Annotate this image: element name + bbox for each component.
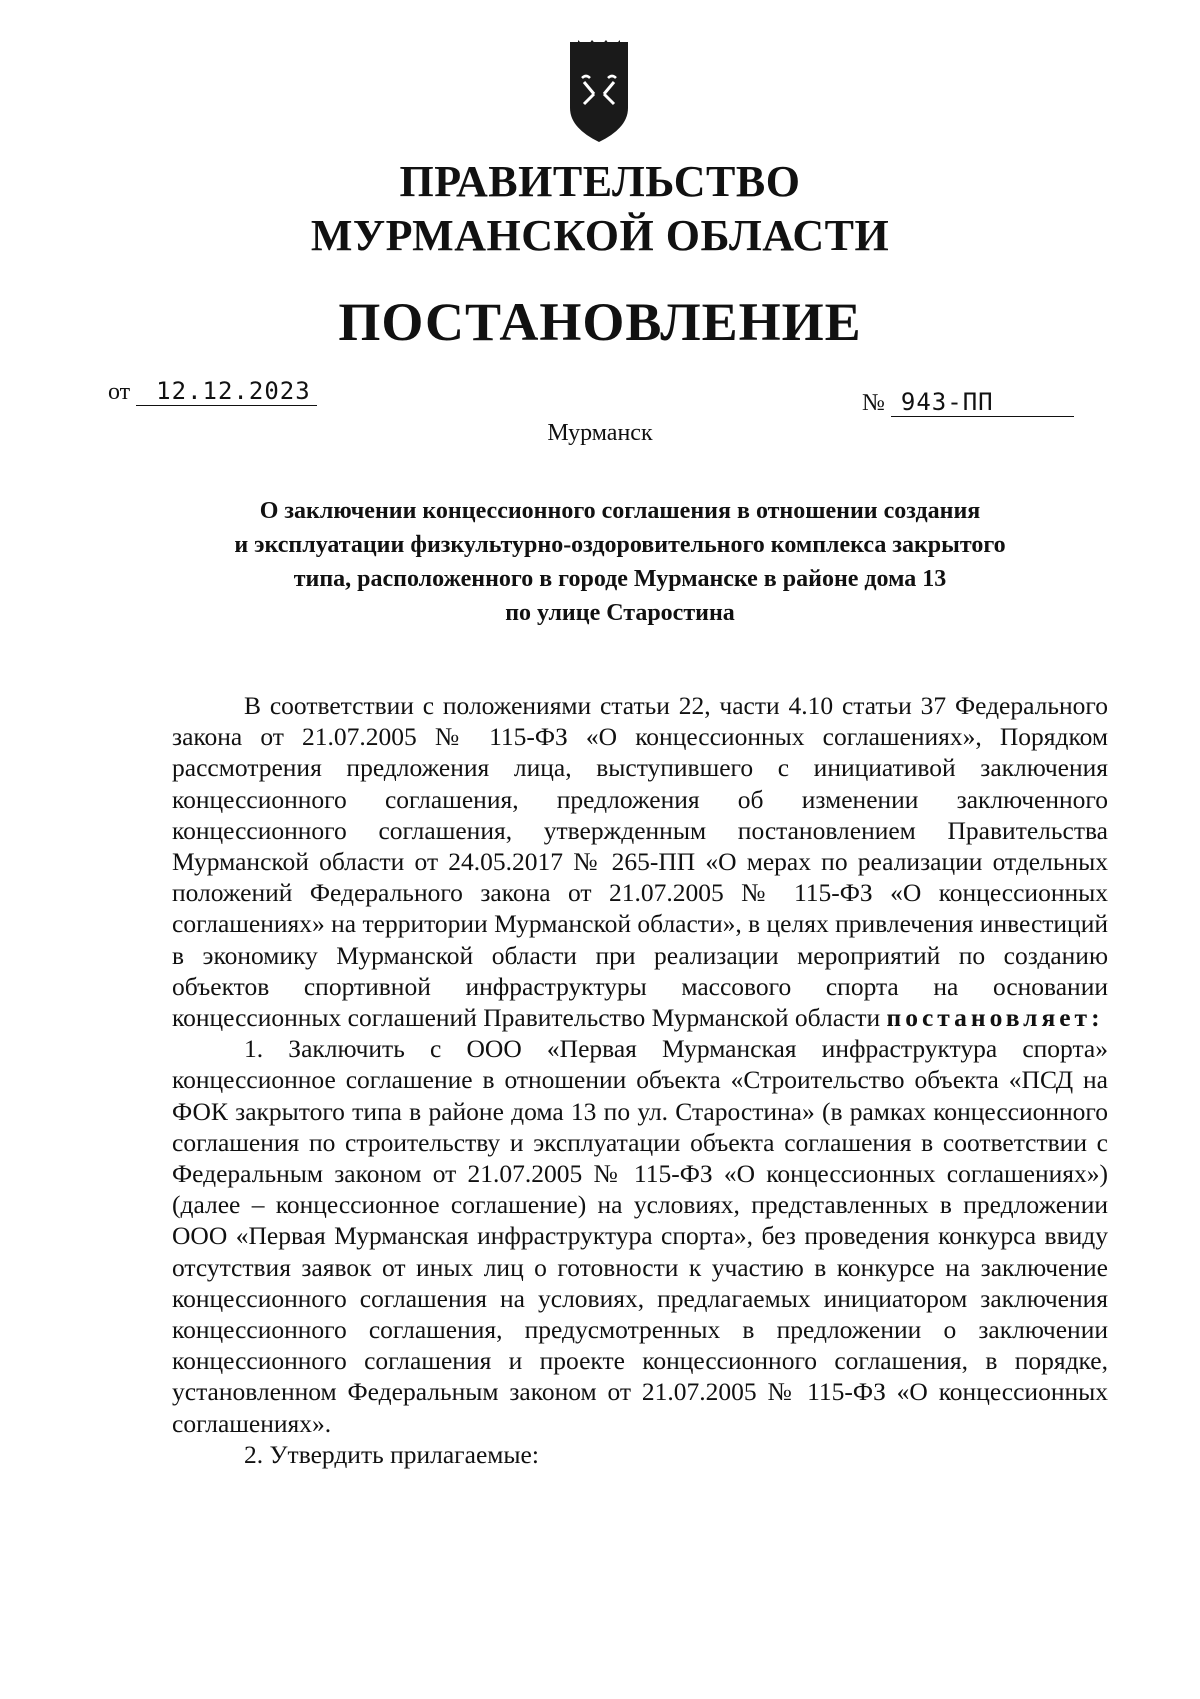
subject-line4: по улице Старостина (505, 600, 735, 626)
preamble-paragraph (172, 690, 1108, 1033)
subject-line3: типа, расположенного в городе Мурманске в районе дома 13 (293, 566, 947, 592)
coat-of-arms-icon (556, 38, 642, 146)
date-label: от (108, 379, 131, 405)
subject-line1: О заключении концессионного соглашения в отношении создания (259, 498, 981, 524)
organization-name-line1: ПРАВИТЕЛЬСТВО (399, 157, 801, 206)
preamble-text: В соответствии с положениями статьи 22, части 4.10 статьи 37 Федерального закона от 21.07.2005 № 115-ФЗ «О концессионных соглашениях», Порядком рассмотрения предложения лица, выступившего с инициативой заключения концессионного соглашения, предложения об изменении заключенного концессионного соглашения, утвержденным постановлением Правительства Мурманской области от 24.05.2017 № 265-ПП «О мерах по реализации отдельных положений Федерального закона от 21.07.2005 № 115-ФЗ «О концессионных соглашениях» на территории Мурманской области», в целях привлечения инвестиций в экономику Мурманской области при реализации мероприятий по созданию объектов спортивной инфраструктуры массового спорта на основании концессионных соглашений Правительство Мурманской области (172, 691, 1108, 1033)
item-2-paragraph: 2. Утвердить прилагаемые: (244, 1439, 539, 1469)
organization-name-line2: МУРМАНСКОЙ ОБЛАСТИ (310, 211, 890, 260)
date-row (108, 377, 317, 406)
document-body (172, 690, 1108, 1470)
subject-line2: и эксплуатации физкультурно-оздоровительного комплекса закрытого (234, 532, 1006, 558)
number-row (862, 388, 1074, 417)
organization-name (0, 155, 1200, 263)
number-label: № (862, 390, 885, 416)
city: Мурманск (547, 420, 653, 446)
number-value: 943-ПП (891, 388, 1074, 417)
resolves-word: постановляет: (886, 1003, 1104, 1033)
item-1-paragraph: 1. Заключить с ООО «Первая Мурманская инфраструктура спорта» концессионное соглашение в отношении объекта «Строительство объекта «ПСД на ФОК закрытого типа в районе дома 13 по ул. Старостина» (в рамках концессионного соглашения по строительству и эксплуатации объекта соглашения в соответствии с Федеральным законом от 21.07.2005 № 115-ФЗ «О концессионных соглашениях») (далее – концессионное соглашение) на условиях, представленных в предложении ООО «Первая Мурманская инфраструктура спорта», без проведения конкурса ввиду отсутствия заявок от иных лиц о готовности к участию в конкурсе на заключение концессионного соглашения на условиях, предлагаемых инициатором заключения концессионного соглашения, предусмотренных в предложении о заключении концессионного соглашения и проекте концессионного соглашения, в порядке, установленном Федеральным законом от 21.07.2005 № 115-ФЗ «О концессионных соглашениях». (172, 1034, 1108, 1438)
document-subject (130, 494, 1110, 630)
date-value: 12.12.2023 (136, 377, 317, 406)
document-type: ПОСТАНОВЛЕНИЕ (338, 292, 862, 352)
